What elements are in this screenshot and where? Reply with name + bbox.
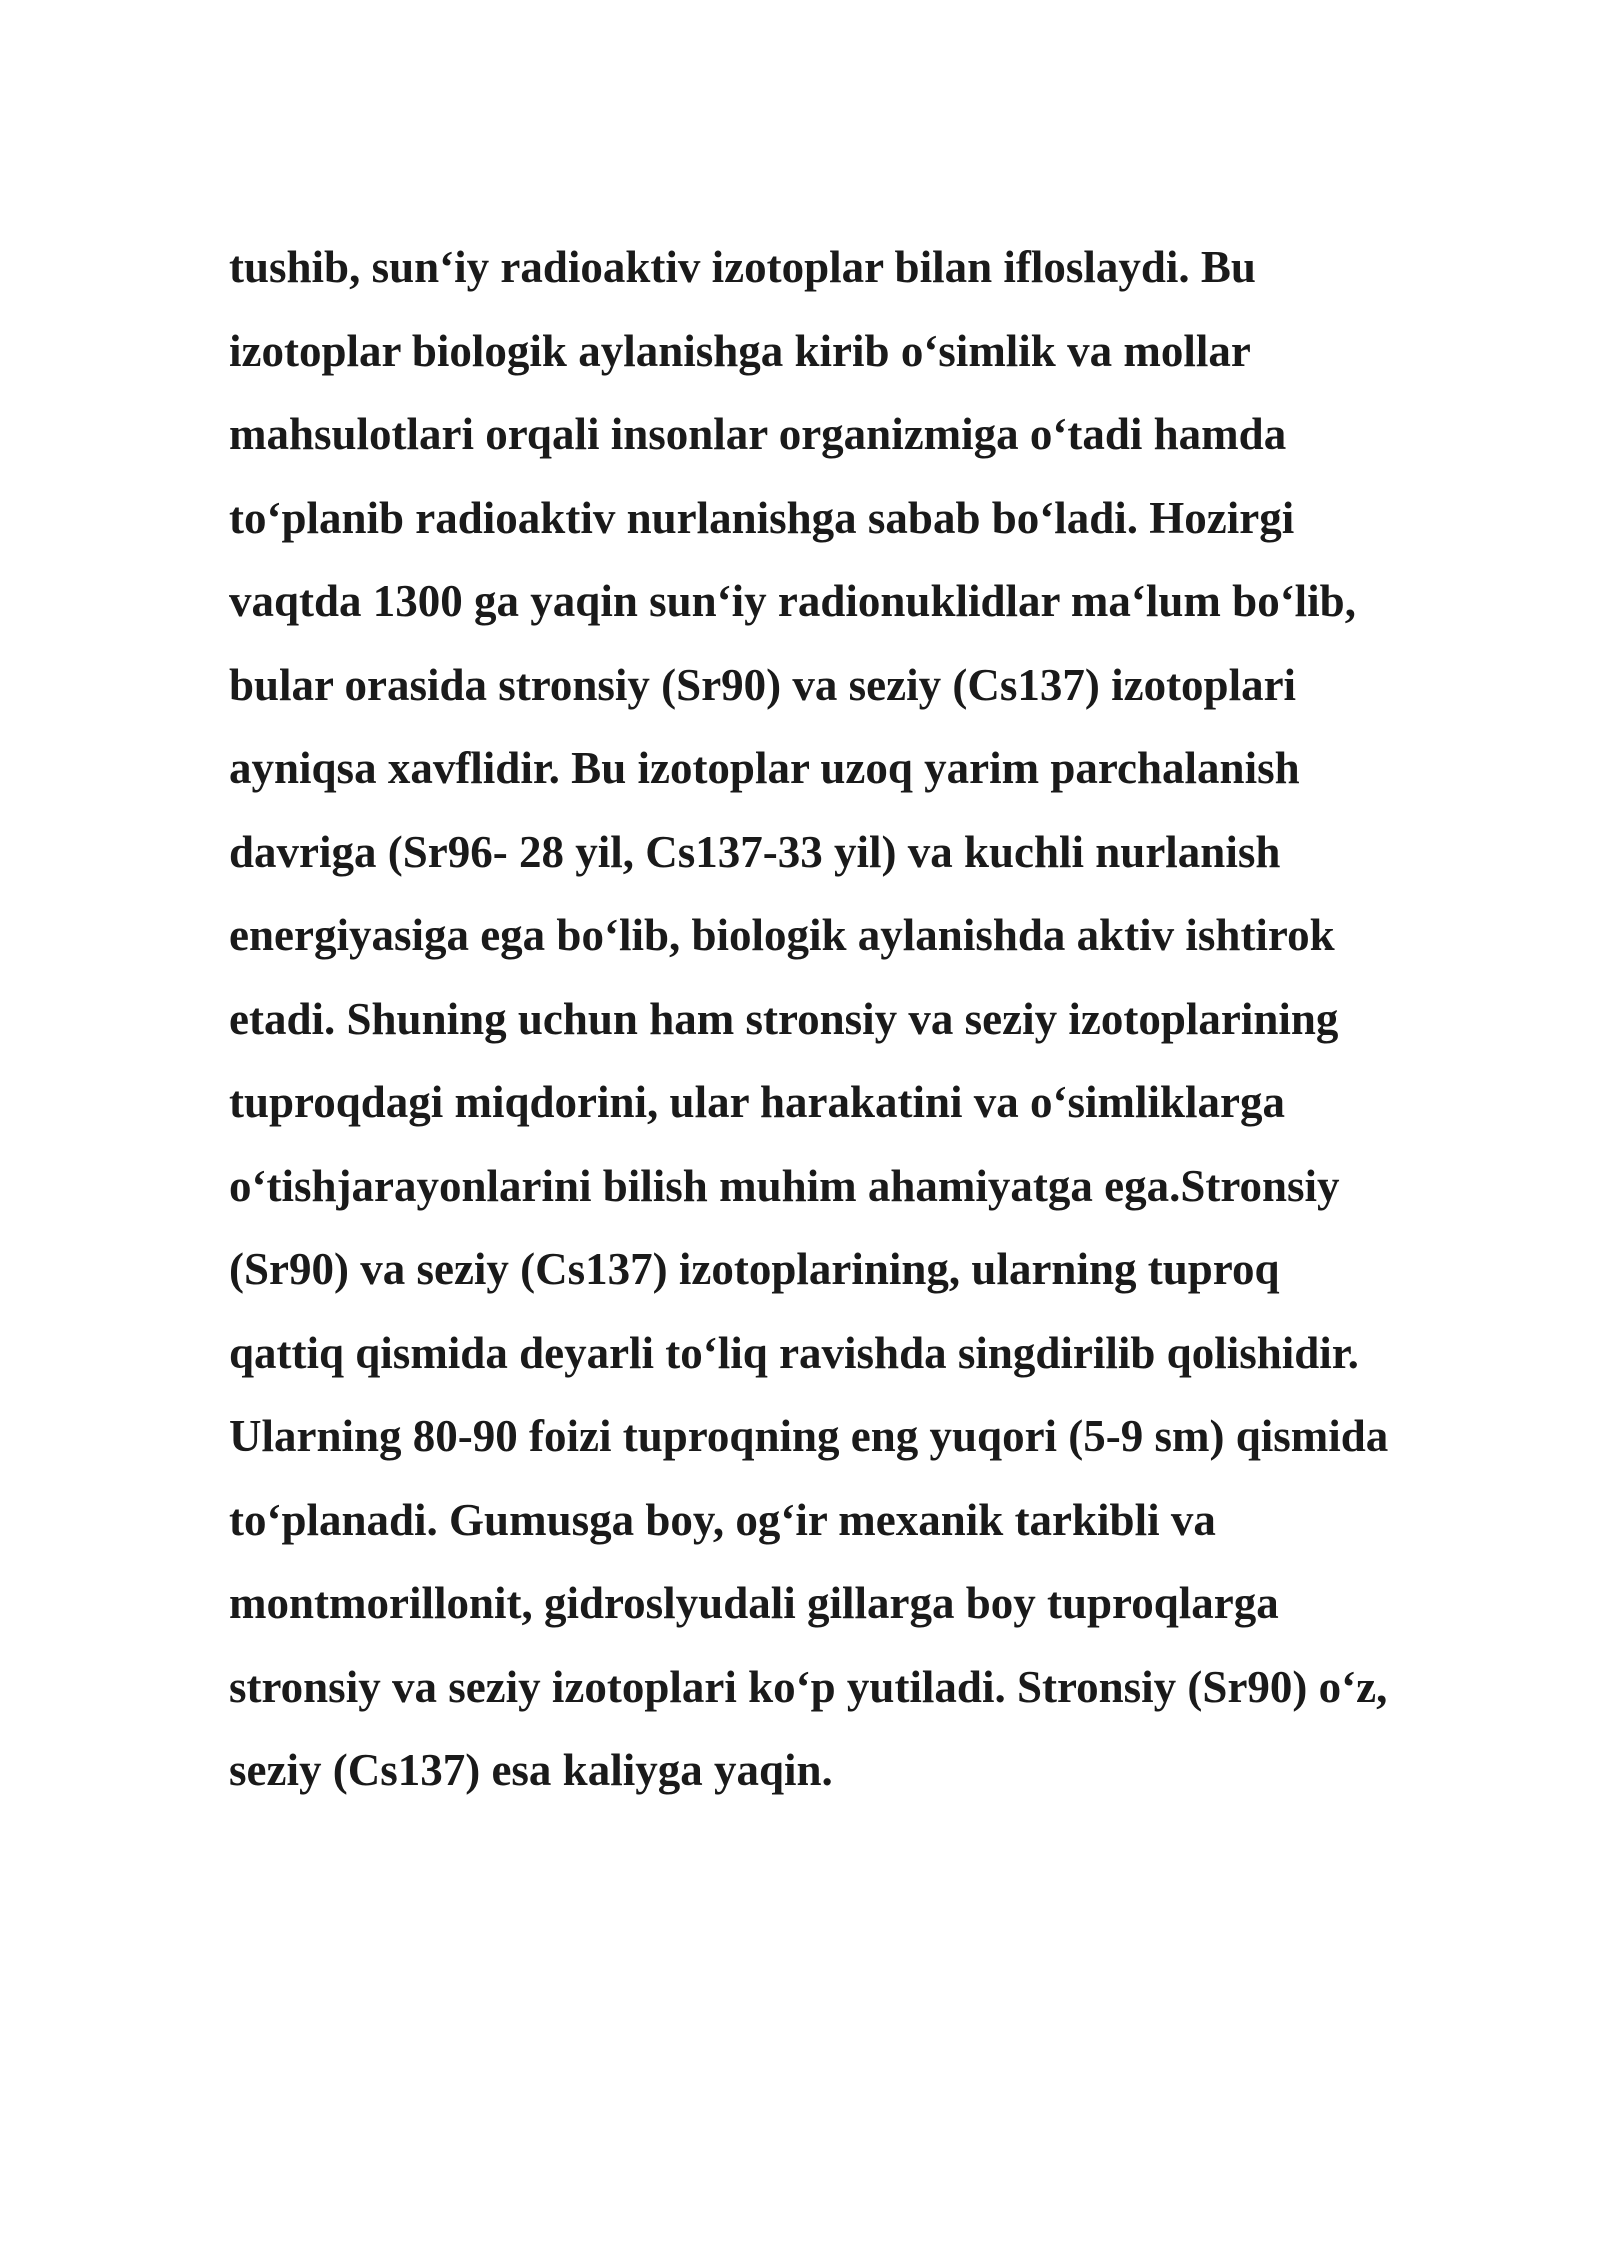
body-paragraph bbox=[229, 226, 1529, 1813]
paragraph-line: davriga (Sr96- 28 yil, Cs137-33 yil) va kuchli nurlanish bbox=[229, 826, 1281, 877]
paragraph-line: to‘planib radioaktiv nurlanishga sabab bo‘ladi. Hozirgi bbox=[229, 492, 1295, 543]
paragraph-line: Ularning 80-90 foizi tuproqning eng yuqori (5-9 sm) qismida bbox=[229, 1411, 1389, 1461]
paragraph-line: mahsulotlari orqali insonlar organizmiga o‘tadi hamda bbox=[229, 409, 1287, 459]
paragraph-line: (Sr90) va seziy (Cs137) izotoplarining, ularning tuproq bbox=[229, 1244, 1280, 1294]
paragraph-line: etadi. Shuning uchun ham stronsiy va seziy izotoplarining bbox=[229, 993, 1339, 1044]
paragraph-line: energiyasiga ega bo‘lib, biologik aylanishda aktiv ishtirok bbox=[229, 910, 1335, 960]
paragraph-line: stronsiy va seziy izotoplari ko‘p yutiladi. Stronsiy (Sr90) o‘z, bbox=[229, 1661, 1388, 1712]
paragraph-line: qattiq qismida deyarli to‘liq ravishda singdirilib qolishidir. bbox=[229, 1327, 1359, 1378]
paragraph-line: izotoplar biologik aylanishga kirib o‘simlik va mollar bbox=[229, 325, 1251, 376]
paragraph-line: tushib, sun‘iy radioaktiv izotoplar bilan ifloslaydi. Bu bbox=[229, 242, 1256, 292]
paragraph-line: tuproqdagi miqdorini, ular harakatini va o‘simliklarga bbox=[229, 1077, 1286, 1127]
paragraph-line: bular orasida stronsiy (Sr90) va seziy (Cs137) izotoplari bbox=[229, 659, 1297, 710]
paragraph-line: to‘planadi. Gumusga boy, og‘ir mexanik tarkibli va bbox=[229, 1494, 1216, 1545]
paragraph-line: seziy (Cs137) esa kaliyga yaqin. bbox=[229, 1745, 833, 1795]
paragraph-line: montmorillonit, gidroslyudali gillarga boy tuproqlarga bbox=[229, 1578, 1279, 1628]
paragraph-line: o‘tishjarayonlarini bilish muhim ahamiyatga ega.Stronsiy bbox=[229, 1160, 1340, 1211]
paragraph-line: vaqtda 1300 ga yaqin sun‘iy radionuklidlar ma‘lum bo‘lib, bbox=[229, 576, 1356, 626]
paragraph-line: ayniqsa xavflidir. Bu izotoplar uzoq yarim parchalanish bbox=[229, 743, 1300, 793]
